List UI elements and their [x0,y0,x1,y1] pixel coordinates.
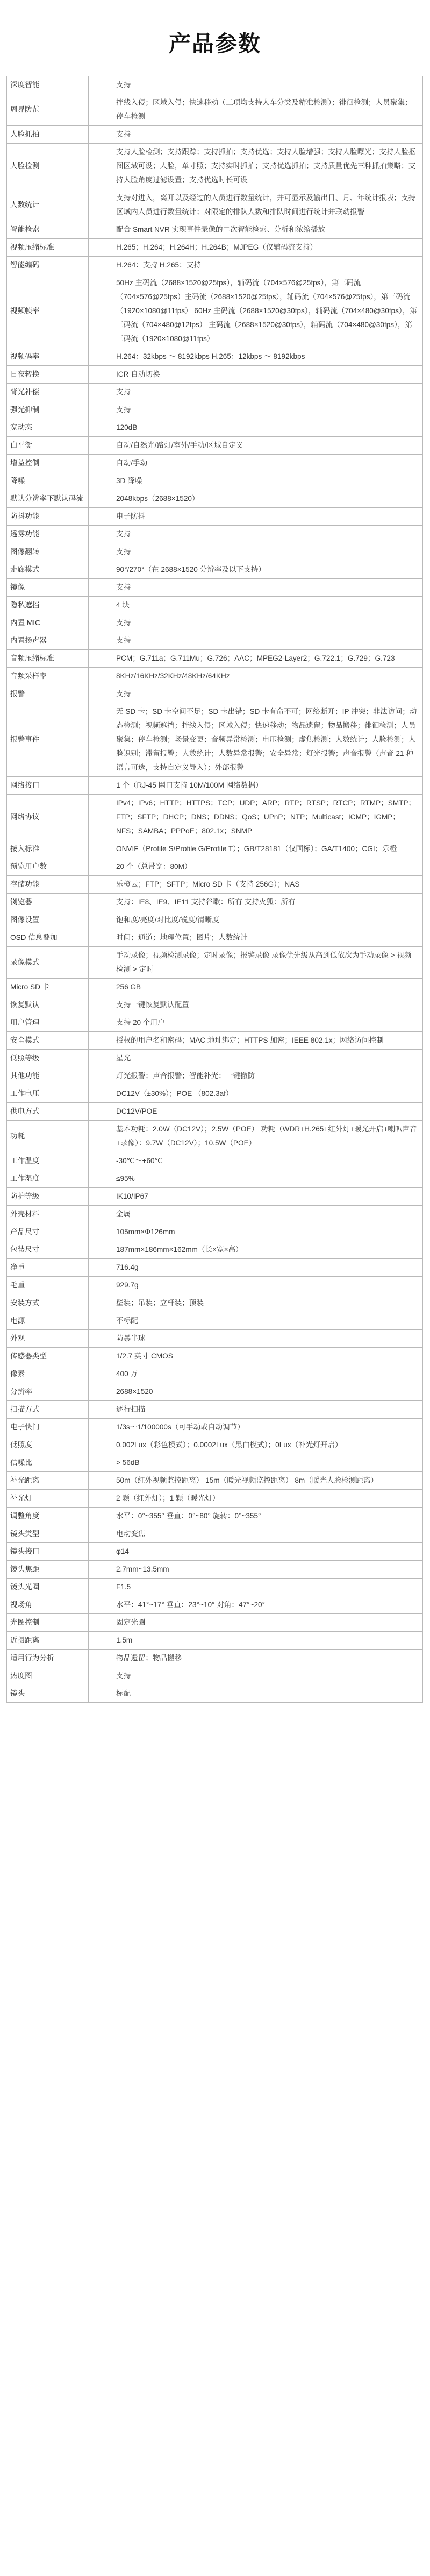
spec-label: 深度智能 [7,76,89,94]
spec-value: 50m（红外视频监控距离） 15m（暖光视频监控距离） 8m（暖光人脸检测距离） [89,1472,423,1490]
spec-label: 防抖功能 [7,508,89,526]
spec-label: 报警 [7,685,89,703]
spec-value: 支持一键恢复默认配置 [89,996,423,1014]
spec-value: 120dB [89,419,423,437]
spec-label: 调整角度 [7,1508,89,1525]
spec-label: 智能编码 [7,257,89,274]
spec-row [7,1490,423,1508]
spec-label: 智能检索 [7,221,89,239]
spec-label: 接入标准 [7,840,89,858]
spec-label: 网络接口 [7,777,89,795]
spec-row [7,543,423,561]
spec-value: 逐行扫描 [89,1401,423,1419]
spec-label: 降噪 [7,472,89,490]
spec-value: 支持 20 个用户 [89,1014,423,1032]
spec-row [7,189,423,221]
spec-row [7,239,423,257]
spec-label: 产品尺寸 [7,1223,89,1241]
spec-row [7,437,423,455]
spec-row [7,1206,423,1223]
spec-row [7,490,423,508]
spec-row [7,650,423,668]
spec-row [7,1419,423,1436]
spec-label: 包装尺寸 [7,1241,89,1259]
spec-label: 外观 [7,1330,89,1348]
spec-label: 近摄距离 [7,1632,89,1650]
spec-row [7,1632,423,1650]
spec-label: 图像设置 [7,911,89,929]
spec-label: 日夜转换 [7,366,89,384]
spec-label: 安装方式 [7,1294,89,1312]
spec-value: 时间；通道；地理位置；图片；人数统计 [89,929,423,947]
spec-row [7,1188,423,1206]
spec-value: 支持 [89,526,423,543]
spec-row [7,795,423,840]
spec-value: PCM；G.711a；G.711Mu；G.726；AAC；MPEG2-Layer2；G.722.1；G.729；G.723 [89,650,423,668]
spec-row [7,384,423,401]
spec-row [7,1650,423,1667]
spec-value: ≤95% [89,1170,423,1188]
spec-row [7,1103,423,1121]
spec-value: 支持 [89,614,423,632]
spec-value: 支持 [89,1667,423,1685]
spec-row [7,1152,423,1170]
spec-label: 视频压缩标准 [7,239,89,257]
spec-label: 工作温度 [7,1152,89,1170]
spec-row [7,455,423,472]
spec-label: 恢复默认 [7,996,89,1014]
spec-label: 工作湿度 [7,1170,89,1188]
spec-value: 0.002Lux（彩色模式）；0.0002Lux（黑白模式）；0Lux（补光灯开启） [89,1436,423,1454]
spec-row [7,579,423,597]
spec-value: 支持 [89,76,423,94]
spec-value: 1 个（RJ-45 网口支持 10M/100M 网络数据） [89,777,423,795]
spec-value: DC12V（±30%）；POE （802.3af） [89,1085,423,1103]
spec-value: 自动/手动 [89,455,423,472]
spec-value: 187mm×186mm×162mm（长×宽×高） [89,1241,423,1259]
spec-value: 手动录像；视频检测录像；定时录像；报警录像 录像优先级从高到低依次为手动录像 > 视频检测 > 定时 [89,947,423,979]
spec-value: 壁装；吊装；立杆装；顶装 [89,1294,423,1312]
spec-value: 电子防抖 [89,508,423,526]
spec-label: 视场角 [7,1596,89,1614]
spec-value: 支持 [89,632,423,650]
spec-row [7,126,423,144]
spec-row [7,1579,423,1596]
spec-value: 2.7mm~13.5mm [89,1561,423,1579]
spec-row [7,348,423,366]
spec-value: 标配 [89,1685,423,1703]
spec-value: 拌线入侵；区域入侵；快速移动（三项均支持人车分类及精准检测）；徘徊检测；人员聚集；停车检测 [89,94,423,126]
spec-value: > 56dB [89,1454,423,1472]
spec-value: 20 个（总带宽：80M） [89,858,423,876]
spec-label: 毛重 [7,1277,89,1294]
spec-label: 报警事件 [7,703,89,777]
spec-row [7,876,423,894]
spec-label: 录像模式 [7,947,89,979]
spec-label: 内置 MIC [7,614,89,632]
spec-label: 安全模式 [7,1032,89,1050]
spec-value: 水平：0°~355° 垂直：0°~80° 旋转：0°~355° [89,1508,423,1525]
spec-value: ICR 自动切换 [89,366,423,384]
spec-row [7,1436,423,1454]
spec-value: 支持 [89,579,423,597]
spec-label: 强光抑制 [7,401,89,419]
spec-label: 功耗 [7,1121,89,1152]
spec-value: 基本功耗：2.0W（DC12V）；2.5W（POE） 功耗（WDR+H.265+红外灯+暖光开启+喇叭声音+录像）：9.7W（DC12V）；10.5W（POE） [89,1121,423,1152]
spec-value: 2688×1520 [89,1383,423,1401]
page-title: 产品参数 [169,31,261,56]
spec-row [7,703,423,777]
spec-label: 内置扬声器 [7,632,89,650]
spec-label: 周界防范 [7,94,89,126]
spec-label: 音频采样率 [7,668,89,685]
spec-value: 2048kbps（2688×1520） [89,490,423,508]
spec-row [7,1014,423,1032]
spec-label: 宽动态 [7,419,89,437]
spec-value: -30℃～+60℃ [89,1152,423,1170]
spec-value: 2 颗（红外灯）；1 颗（暖光灯） [89,1490,423,1508]
spec-value: 金属 [89,1206,423,1223]
spec-row [7,76,423,94]
spec-label: 工作电压 [7,1085,89,1103]
spec-value: 灯光报警；声音报警；智能补光；一键撤防 [89,1067,423,1085]
spec-row [7,1685,423,1703]
spec-row [7,1614,423,1632]
spec-label: 存储功能 [7,876,89,894]
spec-value: 1/2.7 英寸 CMOS [89,1348,423,1365]
spec-label: 镜头 [7,1685,89,1703]
spec-label: 用户管理 [7,1014,89,1032]
spec-row [7,1543,423,1561]
spec-label: 镜头光圈 [7,1579,89,1596]
spec-label: 视频码率 [7,348,89,366]
spec-row [7,597,423,614]
spec-value: DC12V/POE [89,1103,423,1121]
spec-table-body [7,76,423,1703]
spec-row [7,1365,423,1383]
spec-label: 外壳材料 [7,1206,89,1223]
spec-value: 支持 [89,401,423,419]
spec-row [7,1667,423,1685]
spec-label: 背光补偿 [7,384,89,401]
spec-value: 支持 [89,685,423,703]
spec-value: IPv4；IPv6；HTTP；HTTPS；TCP；UDP；ARP；RTP；RTSP；RTCP；RTMP；SMTP；FTP；SFTP；DHCP；DNS；DDNS；QoS；UPnP；NTP；Multicast；ICMP；IGMP；NFS；SAMBA；PPPoE；802.1x；SNMP [89,795,423,840]
spec-row [7,1348,423,1365]
spec-value: 饱和度/亮度/对比度/锐度/清晰度 [89,911,423,929]
spec-row [7,1085,423,1103]
spec-row [7,1121,423,1152]
spec-value: 支持 [89,384,423,401]
spec-label: 图像翻转 [7,543,89,561]
spec-row [7,996,423,1014]
spec-row [7,1454,423,1472]
spec-row [7,1561,423,1579]
spec-value: 无 SD 卡；SD 卡空间不足；SD 卡出错；SD 卡有命不可；网络断开；IP 冲突；非法访问；动态检测；视频遮挡；拌线入侵；区域入侵；快速移动；物品遗留；物品搬移；徘徊检测；人员聚集；停车检测；场景变更；音频异常检测；电压检测；虚焦检测；人数统计；人脸检测；人脸识别；滞留报警；人数统计；人数异常报警；安全异常；灯光报警；声音报警（声音 21 种语言可选，支持自定义导入）；外部报警 [89,703,423,777]
spec-row [7,274,423,348]
spec-value: H.264：支持 H.265：支持 [89,257,423,274]
spec-label: 补光灯 [7,1490,89,1508]
spec-label: 电源 [7,1312,89,1330]
spec-label: 透雾功能 [7,526,89,543]
spec-row [7,840,423,858]
spec-value: 支持人脸检测；支持跟踪；支持抓拍；支持优选；支持人脸增强；支持人脸曝光；支持人脸抠图区域可设；人脸，单寸照；支持实时抓拍；支持优选抓拍；支持质量优先三种抓拍策略；支持人脸角度过滤设置；支持优选时长可设 [89,144,423,189]
spec-label: OSD 信息叠加 [7,929,89,947]
spec-row [7,1170,423,1188]
spec-label: 网络协议 [7,795,89,840]
spec-label: 人脸检测 [7,144,89,189]
spec-value: 不标配 [89,1312,423,1330]
spec-label: 视频帧率 [7,274,89,348]
spec-label: 预览用户数 [7,858,89,876]
spec-value: 固定光圈 [89,1614,423,1632]
spec-label: 适用行为分析 [7,1650,89,1667]
spec-row [7,979,423,996]
spec-row [7,1508,423,1525]
spec-label: 供电方式 [7,1103,89,1121]
spec-label: 默认分辨率下默认码流 [7,490,89,508]
spec-value: 支持 [89,543,423,561]
spec-value: 1/3s～1/100000s（可手动或自动调节） [89,1419,423,1436]
spec-label: 传感器类型 [7,1348,89,1365]
spec-row [7,947,423,979]
spec-value: F1.5 [89,1579,423,1596]
spec-value: 929.7g [89,1277,423,1294]
spec-value: H.264：32kbps ～ 8192kbps H.265：12kbps ～ 8192kbps [89,348,423,366]
spec-label: 防护等级 [7,1188,89,1206]
spec-label: 扫描方式 [7,1401,89,1419]
spec-row [7,366,423,384]
spec-row [7,894,423,911]
spec-row [7,614,423,632]
spec-row [7,1525,423,1543]
spec-row [7,1312,423,1330]
spec-value: 256 GB [89,979,423,996]
spec-value: 乐橙云；FTP；SFTP；Micro SD 卡（支持 256G）；NAS [89,876,423,894]
spec-label: 镜头焦距 [7,1561,89,1579]
spec-row [7,1596,423,1614]
spec-value: 自动/自然光/路灯/室外/手动/区域自定义 [89,437,423,455]
spec-label: 其他功能 [7,1067,89,1085]
spec-value: 水平：41°~17° 垂直：23°~10° 对角：47°~20° [89,1596,423,1614]
spec-value: 支持：IE8、IE9、IE11 支持谷歌：所有 支持火狐：所有 [89,894,423,911]
spec-row [7,221,423,239]
spec-row [7,1401,423,1419]
spec-label: Micro SD 卡 [7,979,89,996]
spec-value: 4 块 [89,597,423,614]
spec-label: 光圈控制 [7,1614,89,1632]
spec-row [7,401,423,419]
spec-row [7,1067,423,1085]
spec-row [7,1032,423,1050]
spec-label: 净重 [7,1259,89,1277]
spec-row [7,1050,423,1067]
spec-label: 热度图 [7,1667,89,1685]
spec-label: 分辨率 [7,1383,89,1401]
spec-row [7,526,423,543]
spec-row [7,561,423,579]
spec-value: 50Hz 主码流（2688×1520@25fps），辅码流（704×576@25fps），第三码流（704×576@25fps）主码流（2688×1520@25fps），辅码流（704×576@25fps），第三码流（1920×1080@11fps） 60Hz 主码流（2688×1520@30fps），辅码流（704×480@30fps），第三码流（704×480@12fps） 主码流（2688×1520@30fps），辅码流（704×480@30fps），第三码流（1920×1080@11fps） [89,274,423,348]
spec-label: 浏览器 [7,894,89,911]
spec-row [7,1277,423,1294]
spec-label: 低照等级 [7,1050,89,1067]
spec-value: φ14 [89,1543,423,1561]
spec-label: 补光距离 [7,1472,89,1490]
spec-value: 授权的用户名和密码；MAC 地址绑定；HTTPS 加密；IEEE 802.1x；网络访问控制 [89,1032,423,1050]
spec-value: ONVIF（Profile S/Profile G/Profile T）；GB/T28181（仅国标）；GA/T1400；CGI；乐橙 [89,840,423,858]
spec-row [7,911,423,929]
spec-row [7,685,423,703]
spec-label: 音频压缩标准 [7,650,89,668]
spec-row [7,472,423,490]
spec-value: 105mm×Φ126mm [89,1223,423,1241]
spec-value: H.265；H.264；H.264H；H.264B；MJPEG（仅辅码流支持） [89,239,423,257]
spec-label: 隐私遮挡 [7,597,89,614]
spec-label: 镜像 [7,579,89,597]
spec-value: 3D 降噪 [89,472,423,490]
spec-label: 像素 [7,1365,89,1383]
spec-value: 90°/270°（在 2688×1520 分辨率及以下支持） [89,561,423,579]
spec-value: 星光 [89,1050,423,1067]
spec-value: 支持 [89,126,423,144]
spec-row [7,257,423,274]
spec-value: 1.5m [89,1632,423,1650]
spec-label: 人脸抓拍 [7,126,89,144]
spec-row [7,1294,423,1312]
spec-row [7,144,423,189]
spec-row [7,419,423,437]
spec-label: 镜头接口 [7,1543,89,1561]
spec-label: 白平衡 [7,437,89,455]
spec-value: IK10/IP67 [89,1188,423,1206]
spec-row [7,668,423,685]
spec-value: 8KHz/16KHz/32KHz/48KHz/64KHz [89,668,423,685]
spec-label: 增益控制 [7,455,89,472]
spec-value: 物品遗留；物品搬移 [89,1650,423,1667]
spec-label: 人数统计 [7,189,89,221]
spec-row [7,1259,423,1277]
spec-row [7,1241,423,1259]
spec-label: 镜头类型 [7,1525,89,1543]
spec-label: 电子快门 [7,1419,89,1436]
spec-row [7,94,423,126]
spec-value: 支持对进入，离开以及经过的人员进行数量统计，并可显示及输出日、月、年统计报表；支持区域内人员进行数量统计；对限定的排队人数和排队时间进行统计并联动报警 [89,189,423,221]
spec-row [7,1330,423,1348]
spec-row [7,1223,423,1241]
spec-value: 防暴半球 [89,1330,423,1348]
spec-row [7,1472,423,1490]
spec-value: 电动变焦 [89,1525,423,1543]
spec-value: 400 万 [89,1365,423,1383]
spec-row [7,929,423,947]
spec-row [7,1383,423,1401]
spec-label: 走廊模式 [7,561,89,579]
spec-value: 配合 Smart NVR 实现事件录像的二次智能检索、分析和浓缩播放 [89,221,423,239]
spec-row [7,777,423,795]
spec-table [6,76,423,1703]
spec-label: 低照度 [7,1436,89,1454]
spec-row [7,858,423,876]
spec-label: 信噪比 [7,1454,89,1472]
spec-row [7,632,423,650]
spec-value: 716.4g [89,1259,423,1277]
spec-row [7,508,423,526]
